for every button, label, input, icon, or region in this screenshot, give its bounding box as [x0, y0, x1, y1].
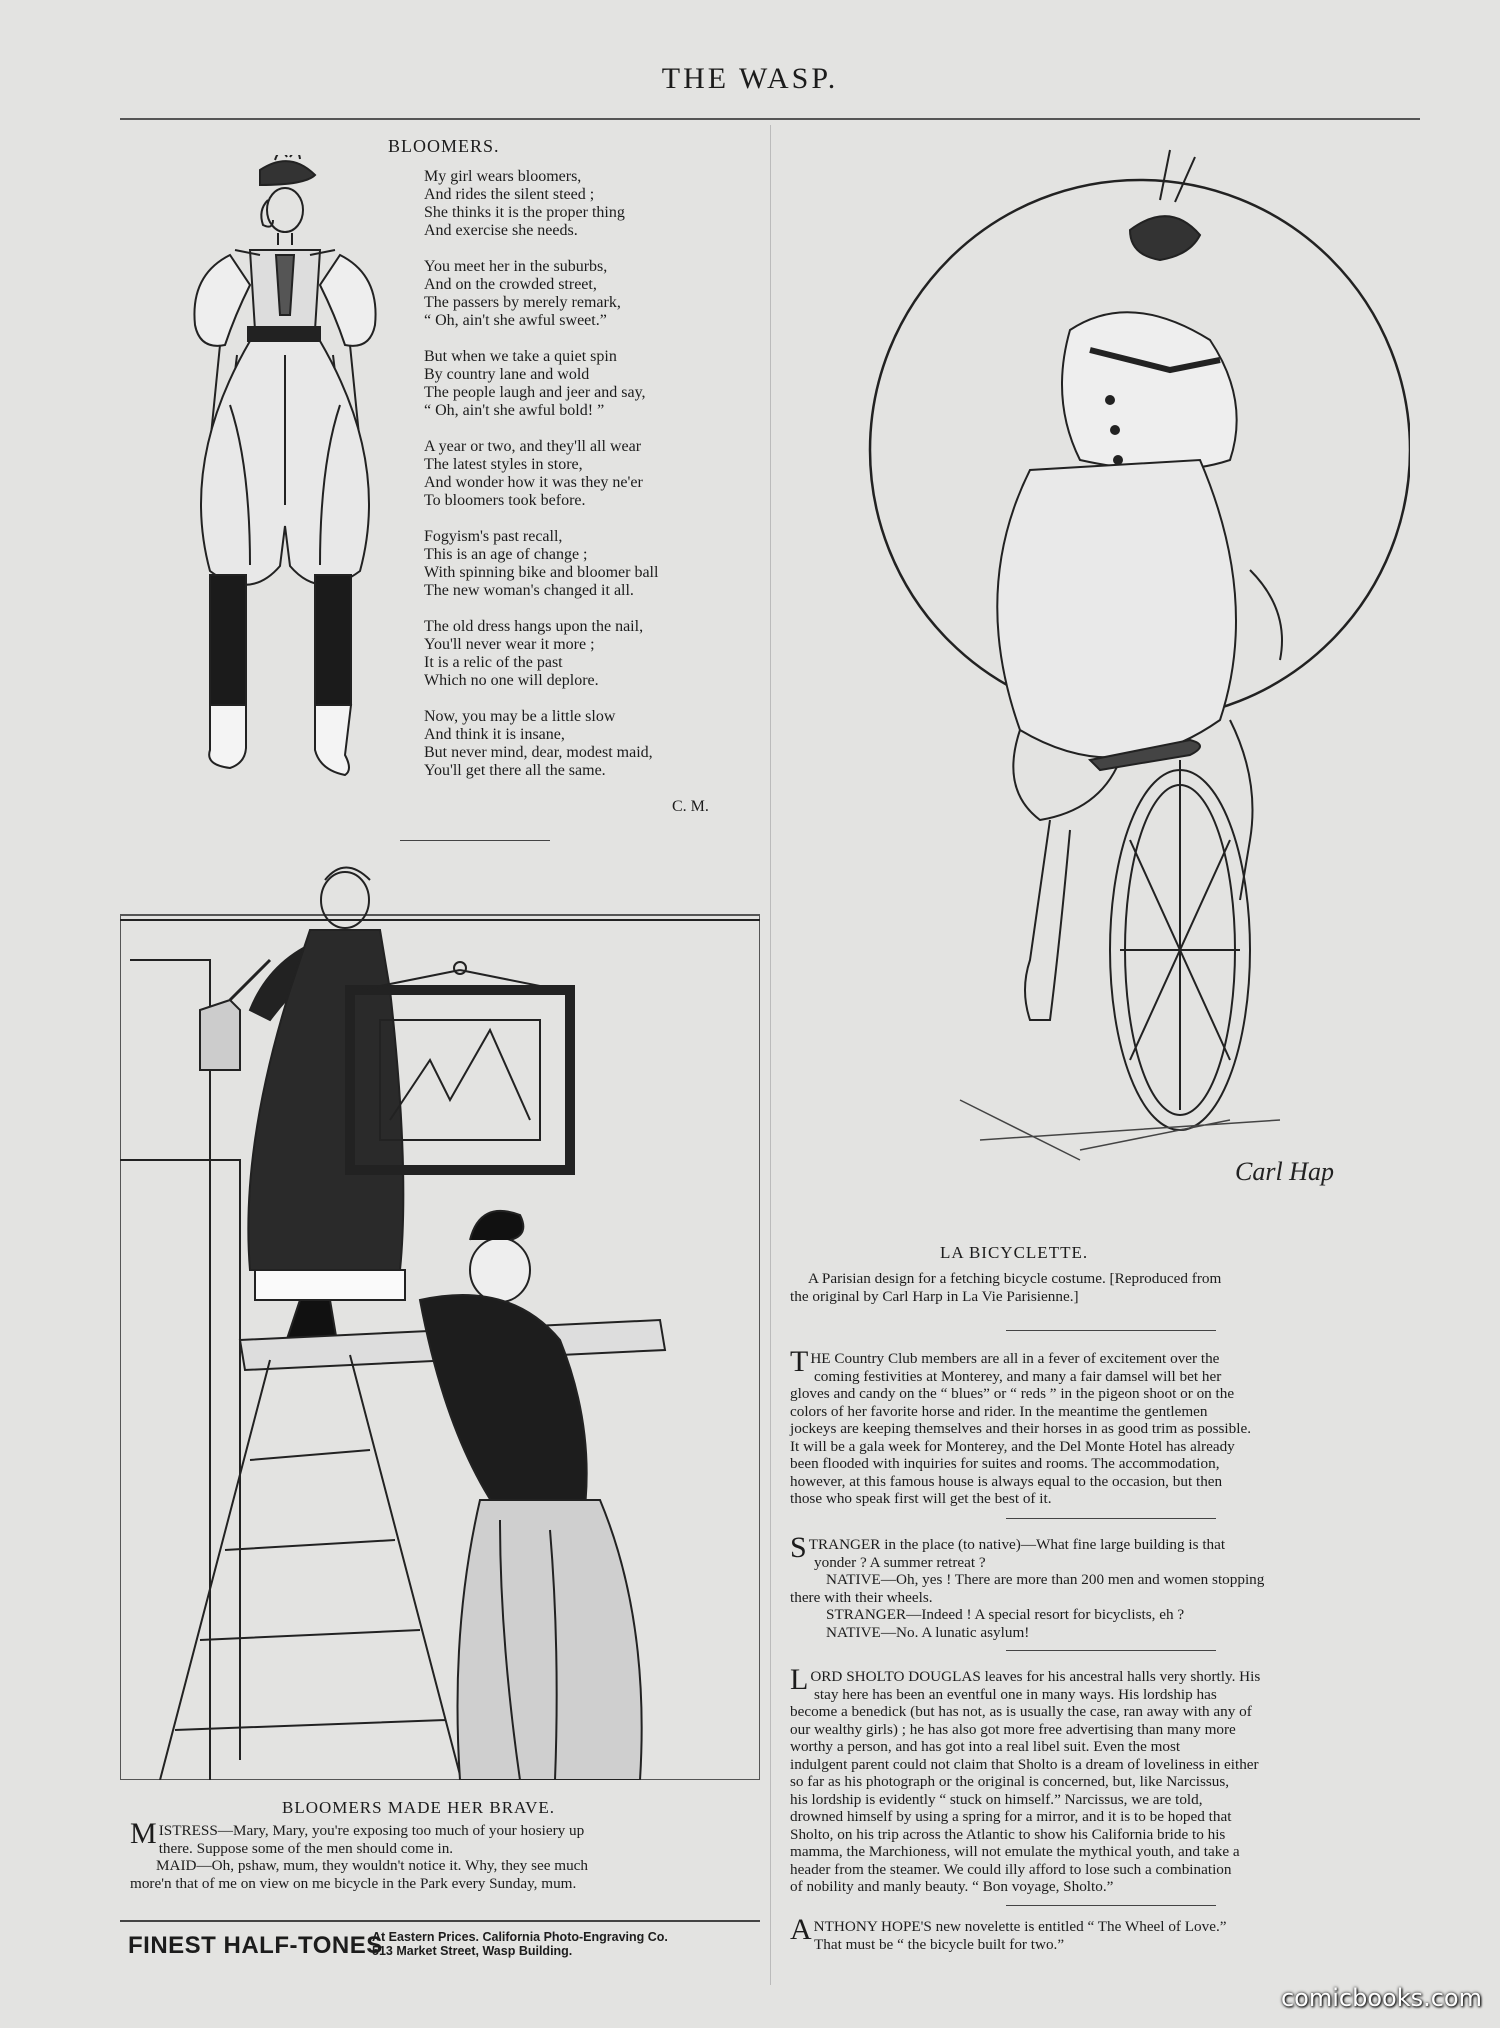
poem-line: And wonder how it was they ne'er: [424, 474, 643, 491]
text-line: those who speak first will get the best of it.: [790, 1490, 1052, 1507]
text-line: our wealthy girls) ; he has also got more free advertising than many more: [790, 1720, 1236, 1738]
poem-line: The latest styles in store,: [424, 456, 583, 473]
watermark: comicbooks.com: [1280, 1984, 1482, 2012]
text-line: indulgent parent could not claim that Sholto is a dream of loveliness in either: [790, 1755, 1259, 1773]
drop-cap: L: [790, 1663, 809, 1696]
sholto-item: [790, 1663, 1420, 1896]
drop-cap: A: [790, 1913, 812, 1946]
text-line: of nobility and manly beauty. “ Bon voyage, Sholto.”: [790, 1878, 1114, 1895]
text-line: NATIVE—Oh, yes ! There are more than 200 men and women stopping: [826, 1571, 1265, 1588]
poem-title: BLOOMERS.: [388, 136, 500, 156]
bloomers-woman-illustration: [150, 155, 420, 825]
anthony-hope-item: [790, 1913, 1420, 1953]
text-line: NATIVE—No. A lunatic asylum!: [826, 1623, 1030, 1641]
text-line: drowned himself by using a spring for a mirror, and it is to be hoped that: [790, 1808, 1232, 1825]
stranger-item: [790, 1531, 1420, 1641]
drop-cap: S: [790, 1531, 807, 1564]
poem-line: Fogyism's past recall,: [424, 528, 563, 545]
poem-line: My girl wears bloomers,: [424, 168, 582, 185]
text-line: STRANGER—Indeed ! A special resort for bicyclists, eh ?: [826, 1606, 1185, 1623]
poem-stanza: [424, 348, 754, 420]
country-club-item: [790, 1345, 1420, 1508]
masthead: THE WASP.: [661, 62, 839, 95]
text-line: NTHONY HOPE'S new novelette is entitled “ The Wheel of Love.”: [813, 1918, 1227, 1935]
text-line: become a benedick (but has not, as is usually the case, ran away with any of: [790, 1703, 1252, 1720]
poem-line: You meet her in the suburbs,: [424, 258, 608, 275]
poem-stanza: [424, 528, 754, 600]
section-rule: [1006, 1905, 1216, 1906]
poem-line: And on the crowded street,: [424, 276, 597, 293]
text-line: It will be a gala week for Monterey, and the Del Monte Hotel has already: [790, 1437, 1235, 1455]
section-rule: [400, 840, 550, 841]
poem-line: A year or two, and they'll all wear: [424, 438, 642, 455]
bicyclette-caption: LA BICYCLETTE.: [940, 1243, 1089, 1262]
brave-caption: BLOOMERS MADE HER BRAVE.: [282, 1798, 556, 1817]
poem-stanza: [424, 708, 754, 780]
drop-cap: M: [130, 1817, 157, 1850]
bloomers-poem: [424, 168, 754, 798]
ad-line: 513 Market Street, Wasp Building.: [372, 1944, 573, 1958]
text-line: mamma, the Marchioness, will not emulate the mythical youth, and take a: [790, 1843, 1240, 1860]
drop-cap: T: [790, 1345, 809, 1378]
text-line: his lordship is evidently “ stuck on himself.” Narcissus, we are told,: [790, 1790, 1203, 1808]
text-line: there. Suppose some of the men should come in.: [158, 1839, 454, 1857]
poem-line: But when we take a quiet spin: [424, 348, 617, 365]
poem-signature: C. M.: [672, 798, 709, 815]
text-line: Sholto, on his trip across the Atlantic to show his California bride to his: [790, 1825, 1226, 1843]
text-line: worthy a person, and has got into a real libel suit. Even the most: [790, 1738, 1181, 1755]
text-line: MAID—Oh, pshaw, mum, they wouldn't notice it. Why, they see much: [156, 1857, 588, 1874]
text-line: there with their wheels.: [790, 1588, 933, 1606]
section-rule: [1006, 1650, 1216, 1651]
poem-line: By country lane and wold: [424, 366, 590, 383]
section-rule: [1006, 1518, 1216, 1519]
poem-line: “ Oh, ain't she awful sweet.”: [424, 312, 607, 329]
text-line: so far as his photograph or the original is concerned, but, like Narcissus,: [790, 1773, 1230, 1790]
text-line: more'n that of me on view on me bicycle in the Park every Sunday, mum.: [130, 1874, 577, 1892]
section-rule: [1006, 1330, 1216, 1331]
poem-stanza: [424, 438, 754, 510]
text-line: been flooded with inquiries for suites and rooms. The accommodation,: [790, 1455, 1220, 1472]
poem-line: Now, you may be a little slow: [424, 708, 616, 725]
poem-line: The new woman's changed it all.: [424, 582, 634, 599]
text-line: TRANGER in the place (to native)—What fine large building is that: [808, 1536, 1226, 1553]
text-line: ORD SHOLTO DOUGLAS leaves for his ancestral halls very shortly. His: [810, 1668, 1261, 1685]
poem-line: You'll get there all the same.: [424, 762, 606, 779]
brave-dialogue: [130, 1817, 755, 1892]
ad-title: FINEST HALF-TONES: [128, 1932, 383, 1959]
text-line: jockeys are keeping themselves and their horses in as good trim as possible.: [790, 1420, 1252, 1437]
text-line: stay here has been an eventful one in many ways. His lordship has: [814, 1685, 1217, 1703]
text-line: A Parisian design for a fetching bicycle costume. [Reproduced from: [808, 1270, 1222, 1287]
text-line: yonder ? A summer retreat ?: [814, 1553, 986, 1571]
poem-line: You'll never wear it more ;: [424, 636, 595, 653]
ad-line: At Eastern Prices. California Photo-Engraving Co.: [372, 1930, 668, 1944]
poem-line: It is a relic of the past: [424, 654, 563, 671]
ad-detail: [372, 1930, 668, 1958]
poem-line: With spinning bike and bloomer ball: [424, 564, 659, 581]
poem-line: She thinks it is the proper thing: [424, 204, 625, 221]
text-line: HE Country Club members are all in a fever of excitement over the: [810, 1350, 1220, 1367]
column-divider: [770, 125, 771, 1985]
bicyclette-description: [790, 1270, 1420, 1305]
artist-signature: Carl Hap: [1235, 1157, 1334, 1186]
text-line: That must be “ the bicycle built for two.”: [814, 1935, 1065, 1953]
text-line: colors of her favorite horse and rider. In the meantime the gentlemen: [790, 1402, 1208, 1420]
text-line: however, at this famous house is always equal to the occasion, but then: [790, 1472, 1223, 1490]
text-line: coming festivities at Monterey, and many a fair damsel will bet her: [814, 1367, 1222, 1385]
poem-line: The passers by merely remark,: [424, 294, 621, 311]
poem-line: The people laugh and jeer and say,: [424, 384, 646, 401]
poem-line: And rides the silent steed ;: [424, 186, 595, 203]
poem-line: To bloomers took before.: [424, 492, 586, 509]
poem-stanza: [424, 168, 754, 240]
text-line: ISTRESS—Mary, Mary, you're exposing too much of your hosiery up: [158, 1822, 585, 1839]
poem-line: This is an age of change ;: [424, 546, 588, 563]
poem-line: Which no one will deplore.: [424, 672, 599, 689]
poem-stanza: [424, 618, 754, 690]
poem-stanza: [424, 258, 754, 330]
poem-line: And think it is insane,: [424, 726, 565, 743]
half-tones-advertisement: [120, 1920, 760, 1959]
poem-line: “ Oh, ain't she awful bold! ”: [424, 402, 605, 419]
poem-line: But never mind, dear, modest maid,: [424, 744, 653, 761]
text-line: gloves and candy on the “ blues” or “ reds ” in the pigeon shoot or on the: [790, 1385, 1235, 1402]
poem-line: The old dress hangs upon the nail,: [424, 618, 644, 635]
ladder-scene-illustration: [120, 860, 760, 1780]
bicyclette-illustration: [830, 140, 1410, 1240]
text-line: header from the steamer. We could illy afford to lose such a combination: [790, 1860, 1232, 1878]
text-line: the original by Carl Harp in La Vie Parisienne.]: [790, 1287, 1079, 1305]
poem-line: And exercise she needs.: [424, 222, 578, 239]
header-rule: [120, 118, 1420, 120]
